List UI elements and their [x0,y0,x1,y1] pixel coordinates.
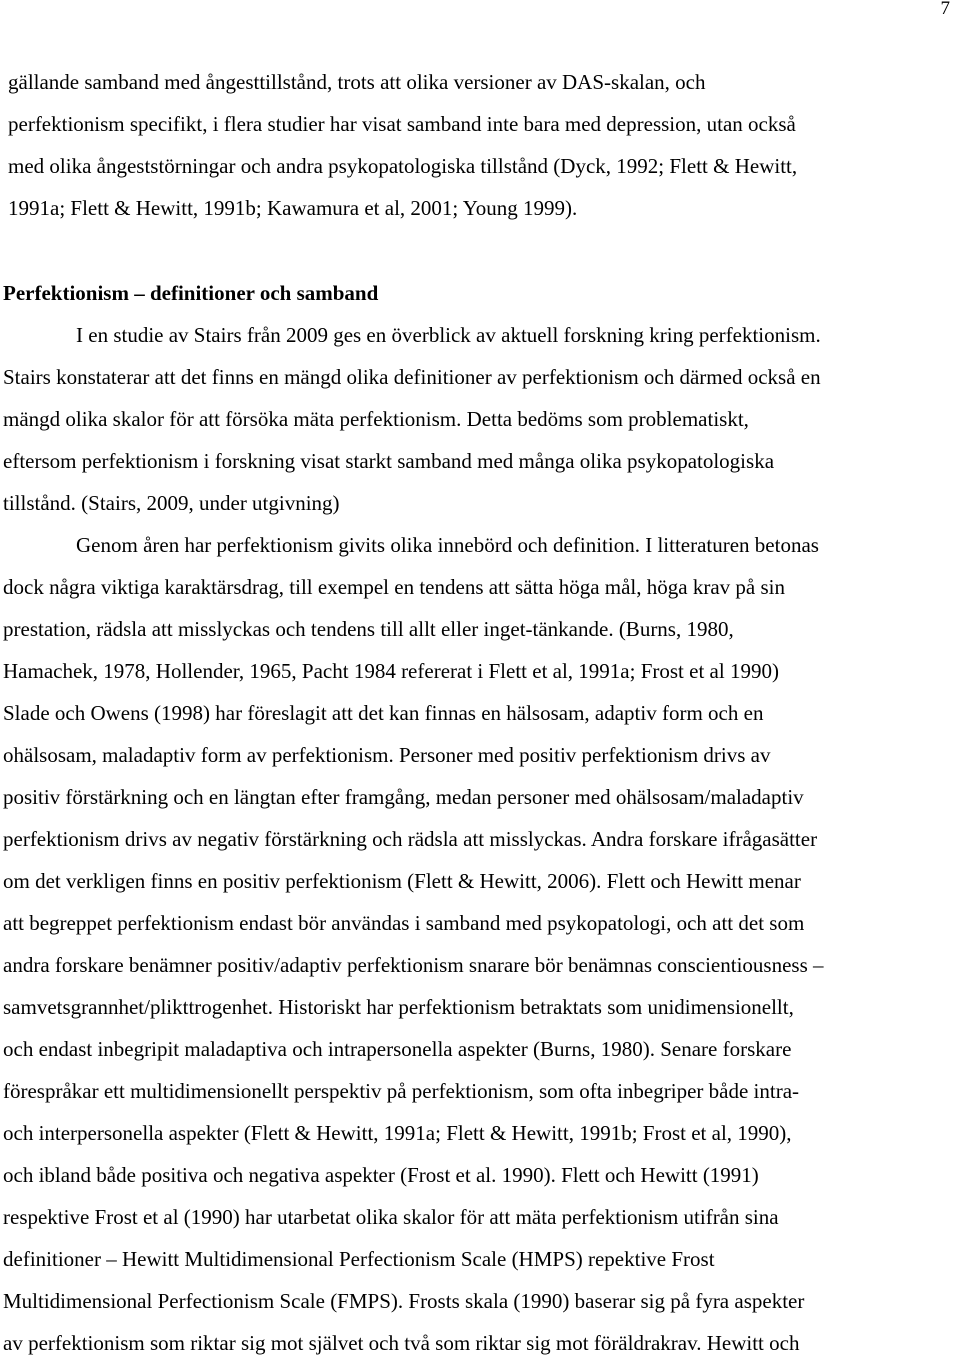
text-line: om det verkligen finns en positiv perfektionism (Flett & Hewitt, 2006). Flett och Hewitt menar [3,869,801,893]
text-line: förespråkar ett multidimensionellt perspektiv på perfektionism, som ofta inbegriper både intra- [3,1079,800,1103]
text-line: 1991a; Flett & Hewitt, 1991b; Kawamura et al, 2001; Young 1999). [8,196,578,220]
page-number: 7 [940,0,950,19]
text-line: Multidimensional Perfectionism Scale (FMPS). Frosts skala (1990) baserar sig på fyra aspekter [3,1289,805,1313]
text-line: eftersom perfektionism i forskning visat starkt samband med många olika psykopatologiska [3,449,775,473]
text-line: I en studie av Stairs från 2009 ges en överblick av aktuell forskning kring perfektionism. [76,323,821,347]
text-line: och ibland både positiva och negativa aspekter (Frost et al. 1990). Flett och Hewitt (1991) [3,1163,759,1187]
text-line: prestation, rädsla att misslyckas och tendens till allt eller inget-tänkande. (Burns, 1980, [3,617,734,641]
text-line: gällande samband med ångesttillstånd, trots att olika versioner av DAS-skalan, och [8,70,706,94]
section-heading: Perfektionism – definitioner och samband [3,281,379,305]
section-body [3,272,957,1364]
text-line: och endast inbegripit maladaptiva och intrapersonella aspekter (Burns, 1980). Senare forskare [3,1037,792,1061]
text-line: mängd olika skalor för att försöka mäta perfektionism. Detta bedöms som problematiskt, [3,407,749,431]
text-line: respektive Frost et al (1990) har utarbetat olika skalor för att mäta perfektionism utifrån sina [3,1205,779,1229]
text-line: perfektionism specifikt, i flera studier har visat samband inte bara med depression, utan också [8,112,796,136]
text-line: Stairs konstaterar att det finns en mängd olika definitioner av perfektionism och därmed också en [3,365,821,389]
intro-paragraph [8,61,960,229]
text-line: med olika ångeststörningar och andra psykopatologiska tillstånd (Dyck, 1992; Flett & Hewitt, [8,154,798,178]
text-line: och interpersonella aspekter (Flett & Hewitt, 1991a; Flett & Hewitt, 1991b; Frost et al, 1990), [3,1121,792,1145]
text-line: Hamachek, 1978, Hollender, 1965, Pacht 1984 refererat i Flett et al, 1991a; Frost et al 1990) [3,659,779,683]
text-line: definitioner – Hewitt Multidimensional Perfectionism Scale (HMPS) repektive Frost [3,1247,715,1271]
text-line: att begreppet perfektionism endast bör användas i samband med psykopatologi, och att det som [3,911,805,935]
text-line: Slade och Owens (1998) har föreslagit att det kan finnas en hälsosam, adaptiv form och en [3,701,764,725]
text-line: Genom åren har perfektionism givits olika innebörd och definition. I litteraturen betonas [76,533,819,557]
text-line: positiv förstärkning och en längtan efter framgång, medan personer med ohälsosam/maladaptiv [3,785,804,809]
text-line: av perfektionism som riktar sig mot självet och två som riktar sig mot föräldrakrav. Hewitt och [3,1331,800,1355]
text-line: samvetsgrannhet/plikttrogenhet. Historiskt har perfektionism betraktats som unidimensionellt, [3,995,794,1019]
text-line: tillstånd. (Stairs, 2009, under utgivning) [3,491,340,515]
text-line: dock några viktiga karaktärsdrag, till exempel en tendens att sätta höga mål, höga krav på sin [3,575,785,599]
text-line: ohälsosam, maladaptiv form av perfektionism. Personer med positiv perfektionism drivs av [3,743,771,767]
text-line: perfektionism drivs av negativ förstärkning och rädsla att misslyckas. Andra forskare ifrågasätter [3,827,818,851]
text-line: andra forskare benämner positiv/adaptiv perfektionism snarare bör benämnas conscientiousness – [3,953,824,977]
